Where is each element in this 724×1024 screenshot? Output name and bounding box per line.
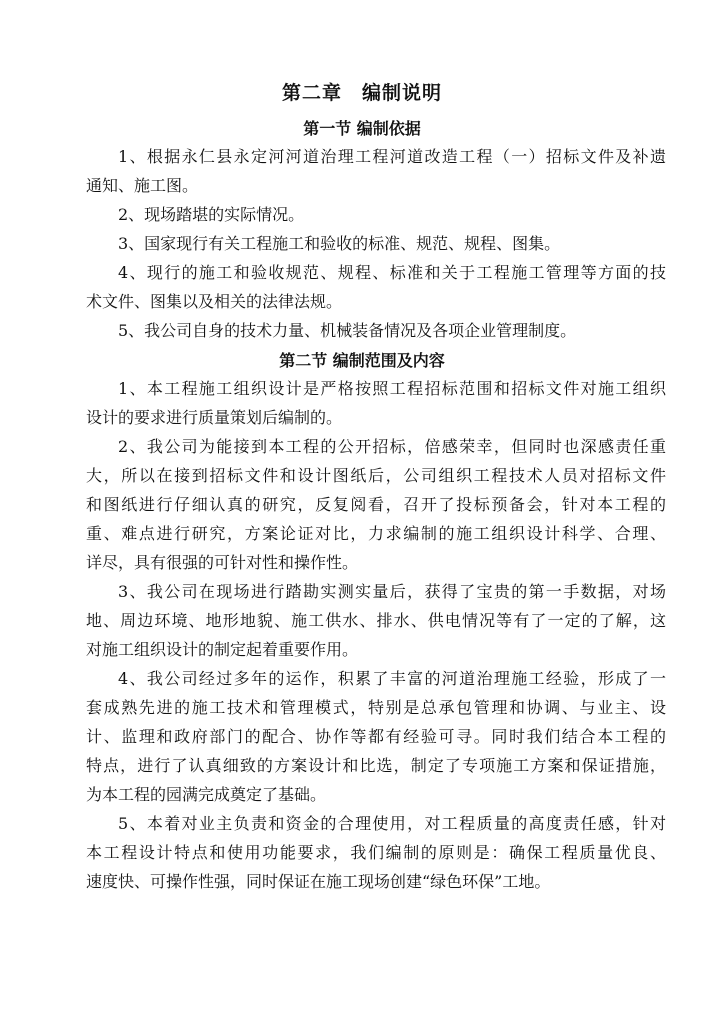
paragraph-line: 为本工程的园满完成奠定了基础。 (86, 785, 327, 804)
section-title-1: 第一节 编制依据 (303, 119, 421, 138)
paragraph-line: 1、根据永仁县永定河河道治理工程河道改造工程（一）招标文件及补遗 (118, 147, 666, 166)
paragraph-line: 对施工组织设计的制定起着重要作用。 (86, 640, 359, 659)
paragraph-line: 计、监理和政府部门的配合、协作等都有经验可寻。同时我们结合本工程的 (86, 727, 666, 746)
paragraph-line: 2、我公司为能接到本工程的公开招标，倍感荣幸，但同时也深感责任重 (118, 437, 666, 456)
paragraph-line: 2、现场踏堪的实际情况。 (118, 205, 305, 224)
paragraph-line: 和图纸进行仔细认真的研究，反复阅看，召开了投标预备会，针对本工程的 (86, 495, 666, 514)
paragraph-line: 4、我公司经过多年的运作，积累了丰富的河道治理施工经验，形成了一 (118, 669, 666, 688)
paragraph-line: 详尽，具有很强的可针对性和操作性。 (86, 553, 359, 572)
paragraph-line: 特点，进行了认真细致的方案设计和比选，制定了专项施工方案和保证措施， (86, 756, 666, 775)
paragraph-line: 5、我公司自身的技术力量、机械装备情况及各项企业管理制度。 (118, 321, 577, 340)
paragraph-line: 速度快、可操作性强，同时保证在施工现场创建“绿色环保”工地。 (86, 872, 551, 891)
paragraph-line: 3、我公司在现场进行踏勘实测实量后，获得了宝贵的第一手数据，对场 (118, 582, 666, 601)
paragraph-line: 套成熟先进的施工技术和管理模式，特别是总承包管理和协调、与业主、设 (86, 698, 666, 717)
paragraph-line: 5、本着对业主负责和资金的合理使用，对工程质量的高度责任感，针对 (118, 814, 666, 833)
section-title-2: 第二节 编制范围及内容 (279, 351, 445, 370)
paragraph-line: 大，所以在接到招标文件和设计图纸后，公司组织工程技术人员对招标文件 (86, 466, 666, 485)
chapter-title: 第二章 编制说明 (281, 82, 442, 104)
paragraph-line: 术文件、图集以及相关的法律法规。 (86, 292, 343, 311)
paragraph-line: 本工程设计特点和使用功能要求，我们编制的原则是：确保工程质量优良、 (86, 843, 666, 862)
paragraph-line: 4、现行的施工和验收规范、规程、标准和关于工程施工管理等方面的技 (118, 263, 666, 282)
paragraph-line: 设计的要求进行质量策划后编制的。 (86, 408, 343, 427)
paragraph-line: 通知、施工图。 (86, 176, 199, 195)
paragraph-line: 地、周边环境、地形地貌、施工供水、排水、供电情况等有了一定的了解，这 (86, 611, 666, 630)
paragraph-line: 重、难点进行研究，方案论证对比，力求编制的施工组织设计科学、合理、 (86, 524, 666, 543)
paragraph-line: 1、本工程施工组织设计是严格按照工程招标范围和招标文件对施工组织 (118, 379, 666, 398)
paragraph-line: 3、国家现行有关工程施工和验收的标准、规范、规程、图集。 (118, 234, 561, 253)
